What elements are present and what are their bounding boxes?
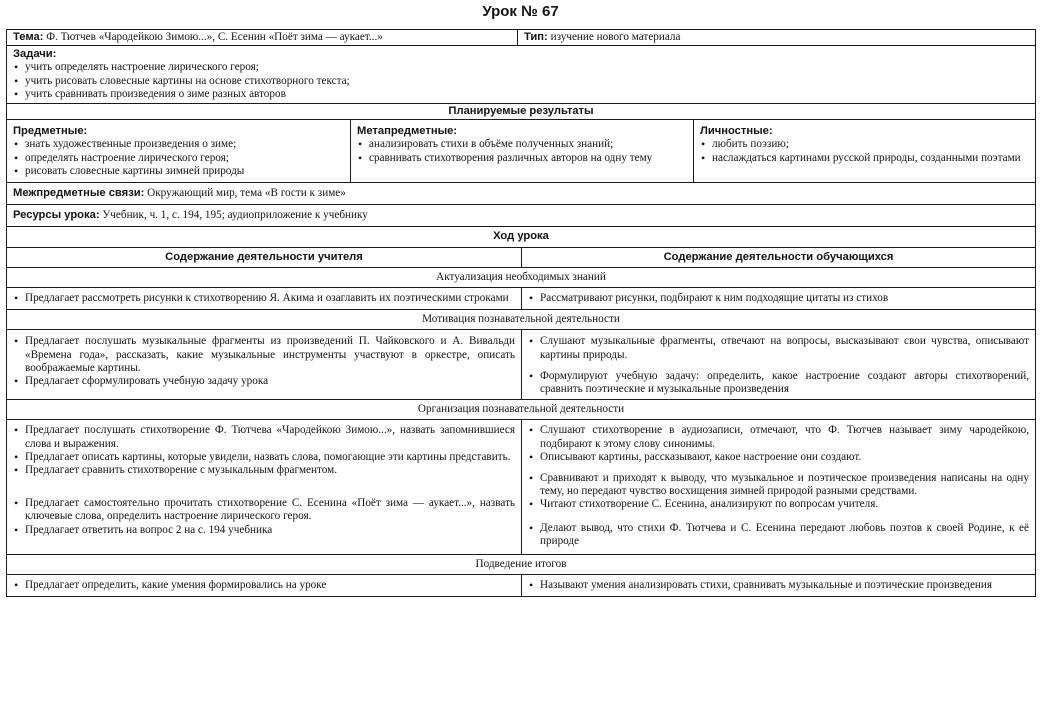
teacher-list [13, 335, 515, 388]
links-text: Окружающий мир, тема «В гости к зиме» [144, 187, 346, 200]
student-list [528, 335, 1029, 396]
teacher-activities [7, 420, 521, 554]
results-header-row [7, 103, 1035, 119]
section-title: Актуализация необходимых знаний [436, 270, 606, 283]
lesson-plan-table [6, 29, 1036, 597]
meta-results-cell [350, 120, 693, 182]
list-item: • Предлагает самостоятельно прочитать стихотворение С. Есенина «Поёт зима — аукает...», назвать ключевые слова, определить настроение лирического героя. [13, 497, 515, 523]
links-row [7, 182, 1035, 204]
type-cell [517, 30, 1035, 45]
student-column-header: Содержание деятельности обучающихся [521, 248, 1035, 267]
teacher-activities [7, 288, 521, 309]
results-header: Планируемые результаты [448, 105, 594, 118]
links-cell [7, 183, 1035, 204]
section-title: Организация познавательной деятельности [417, 403, 625, 416]
section-title-row [7, 554, 1035, 574]
section-content-row [7, 329, 1035, 399]
student-list [528, 579, 1029, 592]
resources-label: Ресурсы урока: [13, 209, 100, 222]
section-content-row [7, 419, 1035, 554]
teacher-list [13, 579, 515, 592]
page-title: Урок № 67 [482, 3, 559, 20]
resources-cell [7, 205, 1035, 226]
section-content-row [7, 574, 1035, 595]
list-item: • Рассматривают рисунки, подбирают к ним подходящие цитаты из стихов [528, 292, 1029, 305]
resources-text: Учебник, ч. 1, с. 194, 195; аудиоприложение к учебнику [99, 209, 368, 222]
tasks-cell [7, 46, 1035, 103]
topic-row [7, 30, 1035, 45]
list-item: • Предлагает сформулировать учебную задачу урока [13, 375, 515, 388]
student-activities [521, 420, 1035, 554]
list-item: • Предлагает рассмотреть рисунки к стихотворению Я. Акима и озаглавить их поэтическими строками [13, 292, 515, 305]
personal-results-list [700, 138, 1029, 164]
list-item: • наслаждаться картинами русской природы, созданными поэтами [700, 152, 1029, 165]
section-content-row [7, 287, 1035, 309]
student-list [528, 292, 1029, 305]
list-item: • определять настроение лирического героя; [13, 152, 344, 165]
personal-results-cell [693, 120, 1035, 182]
topic-label: Тема: [13, 31, 44, 43]
personal-results-label: Личностные: [700, 125, 773, 138]
meta-results-label: Метапредметные: [357, 125, 458, 138]
teacher-column-header: Содержание деятельности учителя [165, 250, 363, 263]
tasks-label: Задачи: [13, 48, 57, 61]
list-item: • учить определять настроение лирического героя; [13, 61, 1029, 74]
section-title-row [7, 267, 1035, 287]
section-title-row [7, 399, 1035, 419]
subject-results-list [13, 138, 344, 178]
list-item: • знать художественные произведения о зиме; [13, 138, 344, 151]
list-item: • учить сравнивать произведения о зиме разных авторов [13, 88, 1029, 101]
list-item: • сравнивать стихотворения различных авторов на одну тему [357, 152, 687, 165]
list-item: • Сравнивают и приходят к выводу, что музыкальное и поэтическое произведения написаны на одну тему, но передают чувство восхищения зимней природой разными средствами. [528, 472, 1029, 498]
list-item: • Называют умения анализировать стихи, сравнивать музыкальные и поэтические произведения [528, 579, 1029, 592]
results-row [7, 119, 1035, 182]
subject-results-label: Предметные: [13, 125, 88, 138]
list-item: • Слушают стихотворение в аудиозаписи, отмечают, что Ф. Тютчев называет зиму чародейкою, подбирают к этому слову синонимы. [528, 424, 1029, 450]
course-header: Ход урока [493, 230, 549, 243]
tasks-list [13, 61, 1029, 101]
student-list [528, 424, 1029, 548]
columns-header-row [7, 247, 1035, 267]
student-activities [521, 575, 1035, 595]
topic-text: Ф. Тютчев «Чародейкою Зимою...», С. Есенин «Поёт зима — аукает...» [43, 31, 383, 43]
teacher-list [13, 292, 515, 305]
student-activities [521, 330, 1035, 399]
section-title: Мотивация познавательной деятельности [422, 313, 620, 326]
list-item: • учить рисовать словесные картины на основе стихотворного текста; [13, 75, 1029, 88]
list-item: • Предлагает послушать музыкальные фрагменты из произведений П. Чайковского и А. Вивальди «Времена года», рассказать, какие музыкальные инструменты участвуют в оркестре, описать воображаемые картины. [13, 335, 515, 375]
section-title: Подведение итогов [475, 558, 567, 571]
list-item: • Предлагает сравнить стихотворение с музыкальным фрагментом. [13, 464, 515, 477]
list-item: • Предлагает послушать стихотворение Ф. Тютчева «Чародейкою Зимою...», назвать запомнившиеся слова и выражения. [13, 424, 515, 450]
student-activities [521, 288, 1035, 309]
teacher-activities [7, 575, 521, 595]
subject-results-cell [7, 120, 350, 182]
list-item: • Предлагает ответить на вопрос 2 на с. 194 учебника [13, 524, 515, 537]
list-item: • Формулируют учебную задачу: определить, какое настроение создают авторы стихотворений, сравнить поэтические и музыкальные произведения [528, 370, 1029, 396]
list-item: • Предлагает определить, какие умения формировались на уроке [13, 579, 515, 592]
teacher-list [13, 424, 515, 536]
topic-cell [7, 30, 517, 45]
teacher-activities [7, 330, 521, 399]
list-item: • Читают стихотворение С. Есенина, анализируют по вопросам учителя. [528, 498, 1029, 511]
section-title-row [7, 309, 1035, 329]
links-label: Межпредметные связи: [13, 187, 145, 200]
list-item: • Описывают картины, рассказывают, какое настроение они создают. [528, 451, 1029, 464]
list-item: • Предлагает описать картины, которые увидели, назвать слова, помогающие эти картины представить. [13, 451, 515, 464]
list-item: • анализировать стихи в объёме полученных знаний; [357, 138, 687, 151]
tasks-row [7, 45, 1035, 103]
type-label: Тип: [524, 31, 548, 43]
list-item: • рисовать словесные картины зимней природы [13, 165, 344, 178]
course-header-row [7, 226, 1035, 246]
resources-row [7, 204, 1035, 226]
list-item: • Слушают музыкальные фрагменты, отвечают на вопросы, высказывают свои чувства, описывают картины природы. [528, 335, 1029, 361]
list-item: • любить поэзию; [700, 138, 1029, 151]
type-text: изучение нового материала [547, 31, 681, 43]
meta-results-list [357, 138, 687, 164]
list-item: • Делают вывод, что стихи Ф. Тютчева и С. Есенина передают любовь поэтов к своей Родине, к её природе [528, 522, 1029, 548]
